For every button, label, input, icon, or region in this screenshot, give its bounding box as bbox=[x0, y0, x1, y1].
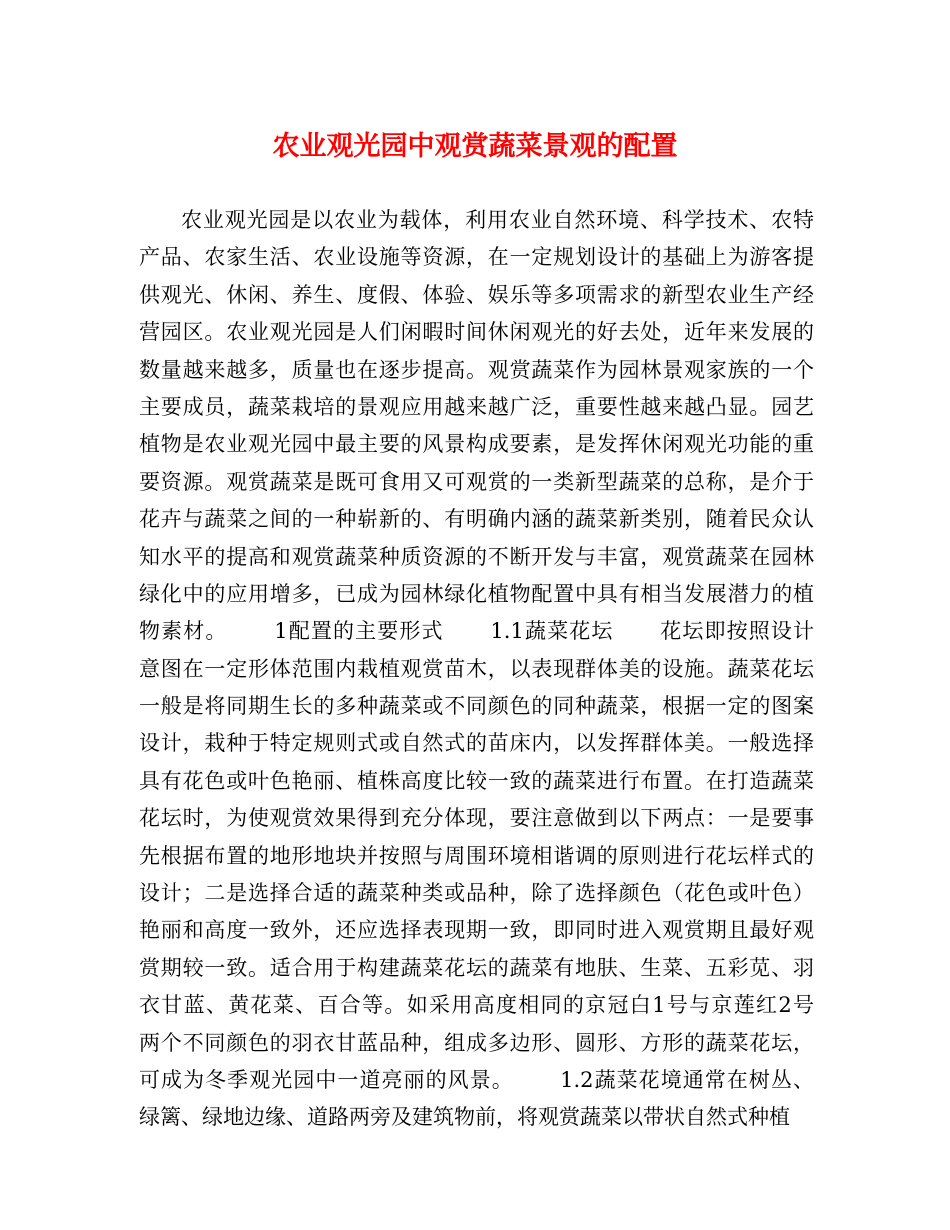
body-line: 绿化中的应用增多，已成为园林绿化植物配置中具有相当发展潜力的植 bbox=[139, 581, 814, 606]
body-line: 先根据布置的地形地块并按照与周围环境相谐调的原则进行花坛样式的 bbox=[139, 843, 814, 868]
body-line: 具有花色或叶色艳丽、植株高度比较一致的蔬菜进行布置。在打造蔬菜 bbox=[139, 768, 814, 793]
body-line: 赏期较一致。适合用于构建蔬菜花坛的蔬菜有地肤、生菜、五彩苋、羽 bbox=[139, 955, 814, 980]
body-line: 物素材。 1配置的主要形式 1.1蔬菜花坛 花坛即按照设计 bbox=[139, 619, 814, 644]
body-line: 要资源。观赏蔬菜是既可食用又可观赏的一类新型蔬菜的总称，是介于 bbox=[139, 469, 814, 494]
body-line: 绿篱、绿地边缘、道路两旁及建筑物前，将观赏蔬菜以带状自然式种植 bbox=[139, 1105, 790, 1130]
body-line: 一般是将同期生长的多种蔬菜或不同颜色的同种蔬菜，根据一定的图案 bbox=[139, 694, 814, 719]
body-line: 农业观光园是以农业为载体，利用农业自然环境、科学技术、农特 bbox=[181, 208, 814, 232]
document-body bbox=[139, 202, 814, 1137]
body-line: 数量越来越多，质量也在逐步提高。观赏蔬菜作为园林景观家族的一个 bbox=[139, 357, 814, 382]
document-title: 农业观光园中观赏蔬菜景观的配置 bbox=[272, 131, 678, 162]
body-line: 知水平的提高和观赏蔬菜种质资源的不断开发与丰富，观赏蔬菜在园林 bbox=[139, 544, 814, 569]
body-line: 产品、农家生活、农业设施等资源，在一定规划设计的基础上为游客提 bbox=[139, 245, 814, 270]
body-line: 衣甘蓝、黄花菜、百合等。如采用高度相同的京冠白1号与京莲红2号 bbox=[139, 993, 814, 1018]
body-line: 营园区。农业观光园是人们闲暇时间休闲观光的好去处，近年来发展的 bbox=[139, 320, 814, 345]
body-line: 设计；二是选择合适的蔬菜种类或品种，除了选择颜色（花色或叶色） bbox=[139, 881, 814, 906]
body-line: 设计，栽种于特定规则式或自然式的苗床内，以发挥群体美。一般选择 bbox=[139, 731, 814, 756]
body-line: 花卉与蔬菜之间的一种崭新的、有明确内涵的蔬菜新类别，随着民众认 bbox=[139, 507, 814, 532]
body-line: 艳丽和高度一致外，还应选择表现期一致，即同时进入观赏期且最好观 bbox=[139, 918, 814, 943]
body-line: 供观光、休闲、养生、度假、体验、娱乐等多项需求的新型农业生产经 bbox=[139, 282, 814, 307]
body-line: 两个不同颜色的羽衣甘蓝品种，组成多边形、圆形、方形的蔬菜花坛， bbox=[139, 1030, 814, 1055]
body-line: 可成为冬季观光园中一道亮丽的风景。 1.2蔬菜花境通常在树丛、 bbox=[139, 1067, 814, 1092]
body-line: 植物是农业观光园中最主要的风景构成要素，是发挥休闲观光功能的重 bbox=[139, 432, 814, 457]
body-line: 主要成员，蔬菜栽培的景观应用越来越广泛，重要性越来越凸显。园艺 bbox=[139, 394, 814, 419]
body-line: 意图在一定形体范围内栽植观赏苗木，以表现群体美的设施。蔬菜花坛 bbox=[139, 656, 814, 681]
body-line: 花坛时，为使观赏效果得到充分体现，要注意做到以下两点：一是要事 bbox=[139, 806, 814, 831]
